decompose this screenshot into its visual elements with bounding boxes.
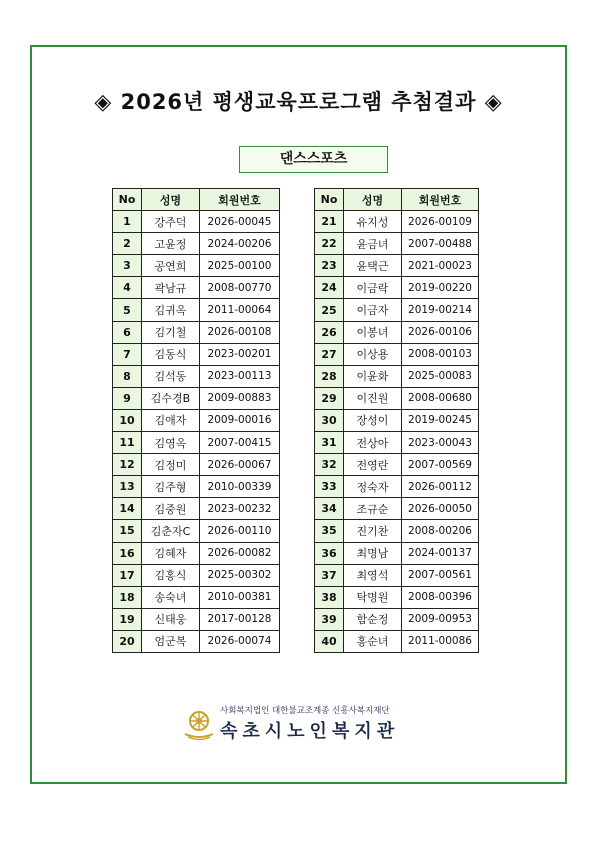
header-member-id: 회원번호 [402,189,479,211]
table-row [113,586,280,608]
table-row [113,255,280,277]
member-id: 2019-00220 [402,277,479,299]
member-id: 2025-00302 [200,564,280,586]
member-name: 김중원 [142,498,200,520]
row-number: 4 [113,277,142,299]
member-id: 2009-00016 [200,409,280,431]
row-number: 27 [315,343,344,365]
member-id: 2007-00415 [200,432,280,454]
row-number: 11 [113,432,142,454]
member-id: 2024-00137 [402,542,479,564]
member-name: 이윤화 [344,365,402,387]
table-row [113,476,280,498]
table-row [315,454,479,476]
member-id: 2007-00569 [402,454,479,476]
member-name: 김귀옥 [142,299,200,321]
roster-table-left [112,188,280,653]
row-number: 40 [315,630,344,652]
table-row [315,299,479,321]
row-number: 18 [113,586,142,608]
roster-table-right [314,188,479,653]
table-header-row [315,189,479,211]
row-number: 15 [113,520,142,542]
member-id: 2023-00113 [200,365,280,387]
row-number: 6 [113,321,142,343]
member-name: 강주덕 [142,211,200,233]
table-row [315,520,479,542]
row-number: 1 [113,211,142,233]
row-number: 28 [315,365,344,387]
table-row [315,343,479,365]
member-id: 2023-00201 [200,343,280,365]
row-number: 2 [113,233,142,255]
member-name: 홍순녀 [344,630,402,652]
member-id: 2024-00206 [200,233,280,255]
row-number: 17 [113,564,142,586]
member-name: 엄군복 [142,630,200,652]
table-row [315,432,479,454]
row-number: 19 [113,608,142,630]
member-name: 김주형 [142,476,200,498]
member-name: 이금자 [344,299,402,321]
member-id: 2026-00050 [402,498,479,520]
program-name: 댄스스포츠 [279,151,348,167]
table-row [113,365,280,387]
member-name: 송숙녀 [142,586,200,608]
table-row [113,498,280,520]
member-id: 2007-00561 [402,564,479,586]
table-row [315,476,479,498]
table-row [315,321,479,343]
row-number: 8 [113,365,142,387]
table-row [113,343,280,365]
member-name: 공연희 [142,255,200,277]
member-id: 2008-00206 [402,520,479,542]
title-left-diamond-icon: ◈ [94,90,113,115]
member-name: 김애자 [142,409,200,431]
table-row [315,255,479,277]
member-name: 곽남규 [142,277,200,299]
table-row [315,211,479,233]
table-row [113,299,280,321]
member-name: 김수경B [142,387,200,409]
row-number: 13 [113,476,142,498]
table-row [113,608,280,630]
row-number: 22 [315,233,344,255]
row-number: 24 [315,277,344,299]
row-number: 25 [315,299,344,321]
row-number: 3 [113,255,142,277]
member-name: 정숙자 [344,476,402,498]
table-row [315,586,479,608]
table-row [315,233,479,255]
row-number: 26 [315,321,344,343]
table-row [315,630,479,652]
member-id: 2026-00112 [402,476,479,498]
title-text: 2026년 평생교육프로그램 추첨결과 [120,90,477,114]
member-id: 2010-00381 [200,586,280,608]
member-name: 탁명원 [344,586,402,608]
member-name: 김영옥 [142,432,200,454]
row-number: 29 [315,387,344,409]
member-id: 2026-00110 [200,520,280,542]
center-name: 속초시노인복지관 [220,721,400,742]
member-name: 김혜자 [142,542,200,564]
table-row [113,277,280,299]
table-row [315,608,479,630]
table-row [315,498,479,520]
member-name: 김춘자C [142,520,200,542]
member-name: 전영란 [344,454,402,476]
member-id: 2011-00064 [200,299,280,321]
member-id: 2026-00067 [200,454,280,476]
member-id: 2008-00680 [402,387,479,409]
foundation-name: 사회복지법인 대한불교조계종 신흥사복지재단 [220,706,390,716]
table-row [315,564,479,586]
table-row [113,409,280,431]
table-row [113,233,280,255]
member-name: 유지성 [344,211,402,233]
member-name: 최명남 [344,542,402,564]
member-id: 2009-00883 [200,387,280,409]
member-id: 2009-00953 [402,608,479,630]
member-id: 2008-00103 [402,343,479,365]
table-row [113,387,280,409]
header-no: No [315,189,344,211]
member-id: 2025-00083 [402,365,479,387]
member-id: 2023-00043 [402,432,479,454]
member-name: 전상아 [344,432,402,454]
member-name: 최영석 [344,564,402,586]
row-number: 32 [315,454,344,476]
member-id: 2026-00109 [402,211,479,233]
table-header-row [113,189,280,211]
table-row [113,564,280,586]
member-name: 윤택근 [344,255,402,277]
member-id: 2026-00074 [200,630,280,652]
member-id: 2026-00082 [200,542,280,564]
table-row [113,630,280,652]
member-id: 2026-00106 [402,321,479,343]
member-id: 2008-00396 [402,586,479,608]
table-row [315,277,479,299]
row-number: 5 [113,299,142,321]
program-name-box [239,146,388,173]
member-name: 이상용 [344,343,402,365]
row-number: 12 [113,454,142,476]
member-name: 이금락 [344,277,402,299]
row-number: 14 [113,498,142,520]
member-id: 2019-00214 [402,299,479,321]
row-number: 38 [315,586,344,608]
row-number: 20 [113,630,142,652]
member-name: 김석동 [142,365,200,387]
dharma-wheel-icon [182,707,216,741]
member-name: 김정미 [142,454,200,476]
header-member-id: 회원번호 [200,189,280,211]
table-row [315,409,479,431]
table-row [113,321,280,343]
member-id: 2021-00023 [402,255,479,277]
table-row [315,387,479,409]
member-name: 김동식 [142,343,200,365]
member-id: 2025-00100 [200,255,280,277]
member-name: 이진원 [344,387,402,409]
row-number: 7 [113,343,142,365]
table-row [315,365,479,387]
member-name: 조규순 [344,498,402,520]
row-number: 36 [315,542,344,564]
row-number: 35 [315,520,344,542]
member-name: 윤금녀 [344,233,402,255]
row-number: 34 [315,498,344,520]
row-number: 21 [315,211,344,233]
member-name: 고윤정 [142,233,200,255]
member-id: 2017-00128 [200,608,280,630]
member-name: 김홍식 [142,564,200,586]
member-name: 신태웅 [142,608,200,630]
table-row [113,520,280,542]
member-id: 2011-00086 [402,630,479,652]
header-name: 성명 [344,189,402,211]
member-name: 이봉녀 [344,321,402,343]
footer-logo-block [178,700,428,750]
title-right-diamond-icon: ◈ [484,90,503,115]
row-number: 16 [113,542,142,564]
member-id: 2026-00045 [200,211,280,233]
row-number: 33 [315,476,344,498]
row-number: 31 [315,432,344,454]
table-row [113,432,280,454]
table-row [315,542,479,564]
table-row [113,454,280,476]
header-no: No [113,189,142,211]
member-name: 함순정 [344,608,402,630]
row-number: 10 [113,409,142,431]
header-name: 성명 [142,189,200,211]
row-number: 39 [315,608,344,630]
row-number: 23 [315,255,344,277]
member-id: 2023-00232 [200,498,280,520]
member-id: 2026-00108 [200,321,280,343]
member-name: 김기철 [142,321,200,343]
row-number: 30 [315,409,344,431]
row-number: 9 [113,387,142,409]
page-title [30,86,567,116]
member-name: 장성이 [344,409,402,431]
member-id: 2010-00339 [200,476,280,498]
table-row [113,211,280,233]
member-id: 2007-00488 [402,233,479,255]
member-name: 진기찬 [344,520,402,542]
member-id: 2008-00770 [200,277,280,299]
table-row [113,542,280,564]
member-id: 2019-00245 [402,409,479,431]
row-number: 37 [315,564,344,586]
